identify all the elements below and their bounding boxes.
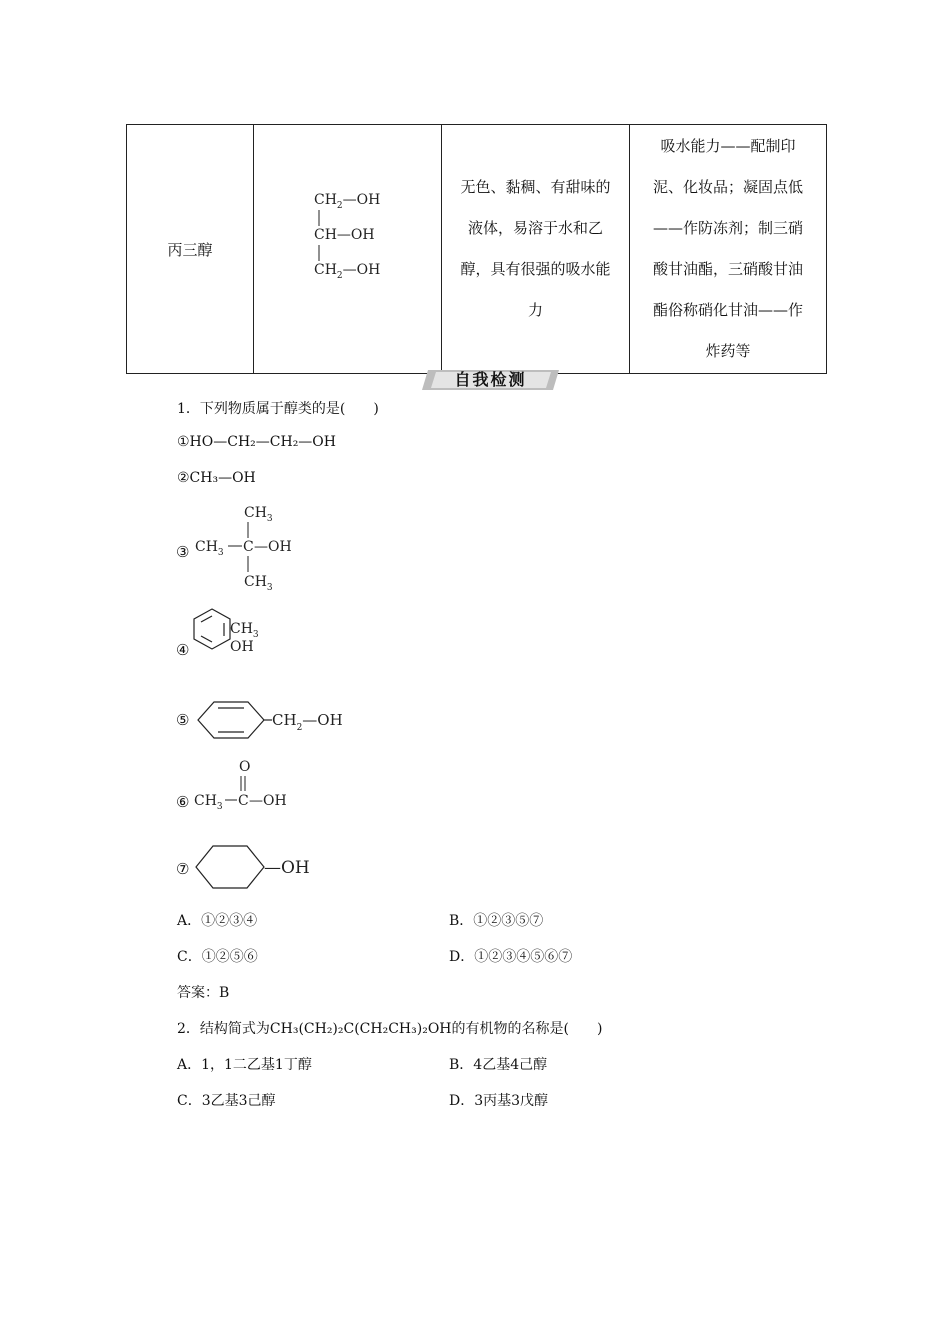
tert-butanol-structure (192, 500, 312, 594)
svg-text:CH2—OH: $CH_2—OH$ (272, 711, 343, 733)
q1-item-2: ②CH₃—OH (177, 470, 256, 486)
q1-answer: 答案：B (177, 985, 230, 1001)
q1-item-4-marker: ④ (176, 641, 190, 659)
uses-cell (630, 125, 827, 374)
svg-text:CH3: $CH_3$ (244, 574, 273, 593)
glycerol-ch2-top: $CH_2—OH$ (314, 192, 381, 211)
substance-name: 丙三醇 (167, 240, 213, 259)
svg-text:CH3: $CH_3$ (195, 539, 224, 558)
q1-item-5-marker: ⑤ (176, 711, 190, 729)
q1-option-d[interactable]: D．①②③④⑤⑥⑦ (449, 949, 573, 965)
glycerol-ch-middle: CH—OH (314, 227, 375, 243)
svg-text:CH3: $CH_3$ (230, 621, 259, 640)
glycerol-structure (254, 125, 441, 369)
glycerol-ch2-bottom: $CH_2—OH$ (314, 262, 381, 281)
svg-text:CH3: $CH_3$ (194, 793, 223, 812)
q1-item-6-marker: ⑥ (176, 793, 190, 811)
properties-cell (442, 125, 630, 374)
q1-option-c[interactable]: C．①②⑤⑥ (177, 949, 258, 965)
q2-option-d[interactable]: D．3丙基3戊醇 (449, 1093, 549, 1109)
q1-stem: 1．下列物质属于醇类的是( ) (177, 401, 379, 417)
q2-option-b[interactable]: B．4乙基4己醇 (449, 1057, 548, 1073)
alcohol-properties-table (126, 124, 827, 374)
o-cresol-structure (192, 606, 282, 666)
q1-item-7-marker: ⑦ (176, 860, 190, 878)
self-check-banner (418, 368, 563, 392)
q2-option-c[interactable]: C．3乙基3己醇 (177, 1093, 276, 1109)
cyclohexanol-structure (192, 842, 322, 892)
svg-text:C: C (238, 793, 249, 809)
svg-text:—OH: —OH (254, 539, 292, 555)
acetic-acid-structure (192, 756, 302, 816)
uses-text: 吸水能力——配制印 泥、化妆品；凝固点低 ——作防冻剂；制三硝 酸甘油酯，三硝酸甘油 酯俗称硝化甘油——作 炸药等 (652, 137, 803, 360)
q2-stem: 2．结构简式为CH₃(CH₂)₂C(CH₂CH₃)₂OH的有机物的名称是( ) (177, 1021, 603, 1037)
q1-option-a[interactable]: A．①②③④ (177, 913, 258, 929)
svg-text:—OH: —OH (249, 793, 287, 809)
banner-title: 自我检测 (454, 370, 527, 389)
structure-cell (254, 125, 442, 374)
q2-option-a[interactable]: A．1，1二乙基1丁醇 (177, 1057, 312, 1073)
q1-item-1: ①HO—CH₂—CH₂—OH (177, 434, 336, 450)
svg-text:O: O (239, 759, 251, 775)
svg-text:C: C (243, 539, 254, 555)
table-row (127, 125, 827, 374)
properties-text: 无色、黏稠、有甜味的 液体，易溶于水和乙 醇，具有很强的吸水能 力 (460, 178, 611, 319)
svg-text:CH3: $CH_3$ (244, 505, 273, 524)
svg-text:OH: OH (230, 639, 254, 655)
substance-name-cell (127, 125, 254, 374)
q1-option-b[interactable]: B．①②③⑤⑦ (449, 913, 544, 929)
benzyl-alcohol-structure (192, 696, 362, 746)
svg-text:—OH: —OH (264, 858, 310, 878)
q1-item-3-marker: ③ (176, 543, 190, 561)
